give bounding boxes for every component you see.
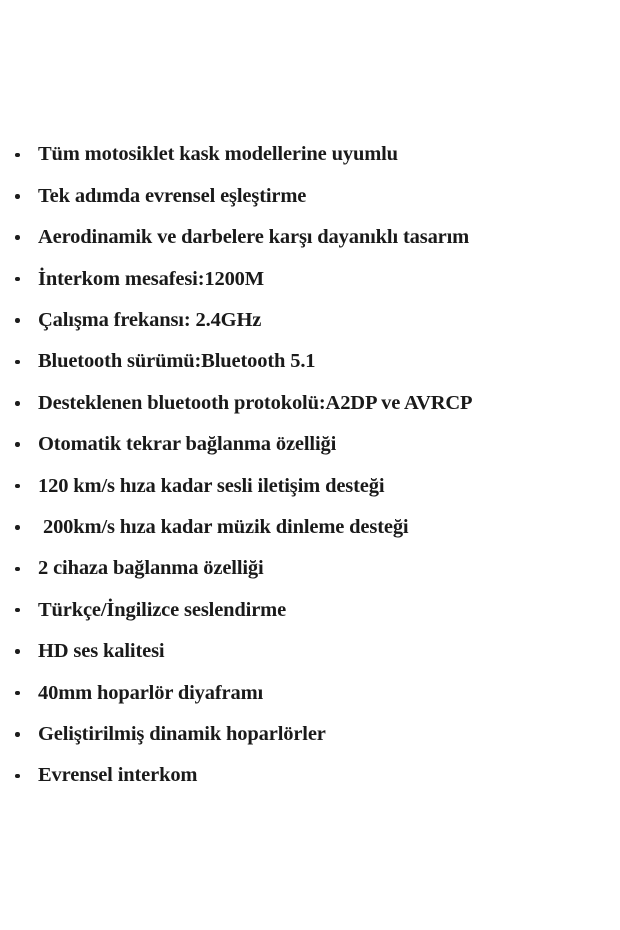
bullet-icon xyxy=(15,484,20,489)
list-item xyxy=(0,175,620,216)
list-item-label: HD ses kalitesi xyxy=(38,640,165,663)
list-item-label: Bluetooth sürümü:Bluetooth 5.1 xyxy=(38,350,316,373)
bullet-icon xyxy=(15,194,20,199)
list-item-label: Türkçe/İngilizce seslendirme xyxy=(38,598,287,621)
list-item-label: 120 km/s hıza kadar sesli iletişim desteği xyxy=(38,474,385,497)
list-item xyxy=(0,217,620,258)
list-item-label: Tek adımda evrensel eşleştirme xyxy=(38,184,307,207)
list-item-label: Tüm motosiklet kask modellerine uyumlu xyxy=(38,143,398,166)
list-item-label: Desteklenen bluetooth protokolü:A2DP ve AVRCP xyxy=(38,391,473,414)
list-item xyxy=(0,672,620,713)
list-item xyxy=(0,713,620,754)
list-item-label: 200km/s hıza kadar müzik dinleme desteği xyxy=(38,515,409,538)
bullet-icon xyxy=(15,649,20,654)
list-item xyxy=(0,382,620,423)
bullet-icon xyxy=(15,401,20,406)
list-item-label: Geliştirilmiş dinamik hoparlörler xyxy=(38,722,326,745)
list-item xyxy=(0,507,620,548)
bullet-icon xyxy=(15,691,20,696)
specification-list xyxy=(0,134,620,796)
list-item xyxy=(0,341,620,382)
list-item xyxy=(0,300,620,341)
list-item xyxy=(0,755,620,796)
bullet-icon xyxy=(15,235,20,240)
bullet-icon xyxy=(15,525,20,530)
list-item-label: 40mm hoparlör diyaframı xyxy=(38,681,264,704)
bullet-icon xyxy=(15,277,20,282)
list-item-label: İnterkom mesafesi:1200M xyxy=(38,267,264,290)
list-item-label: Aerodinamik ve darbelere karşı dayanıklı tasarım xyxy=(38,226,470,249)
list-item xyxy=(0,465,620,506)
list-item xyxy=(0,134,620,175)
bullet-icon xyxy=(15,732,20,737)
bullet-icon xyxy=(15,318,20,323)
bullet-icon xyxy=(15,360,20,365)
list-item xyxy=(0,548,620,589)
bullet-icon xyxy=(15,774,20,779)
list-item-label: 2 cihaza bağlanma özelliği xyxy=(38,557,264,580)
list-item xyxy=(0,589,620,630)
bullet-icon xyxy=(15,567,20,572)
list-item xyxy=(0,424,620,465)
bullet-icon xyxy=(15,442,20,447)
bullet-icon xyxy=(15,153,20,158)
list-item-label: Çalışma frekansı: 2.4GHz xyxy=(38,308,262,331)
list-item xyxy=(0,631,620,672)
list-item-label: Otomatik tekrar bağlanma özelliği xyxy=(38,433,337,456)
bullet-icon xyxy=(15,608,20,613)
list-item xyxy=(0,258,620,299)
list-item-label: Evrensel interkom xyxy=(38,764,198,787)
